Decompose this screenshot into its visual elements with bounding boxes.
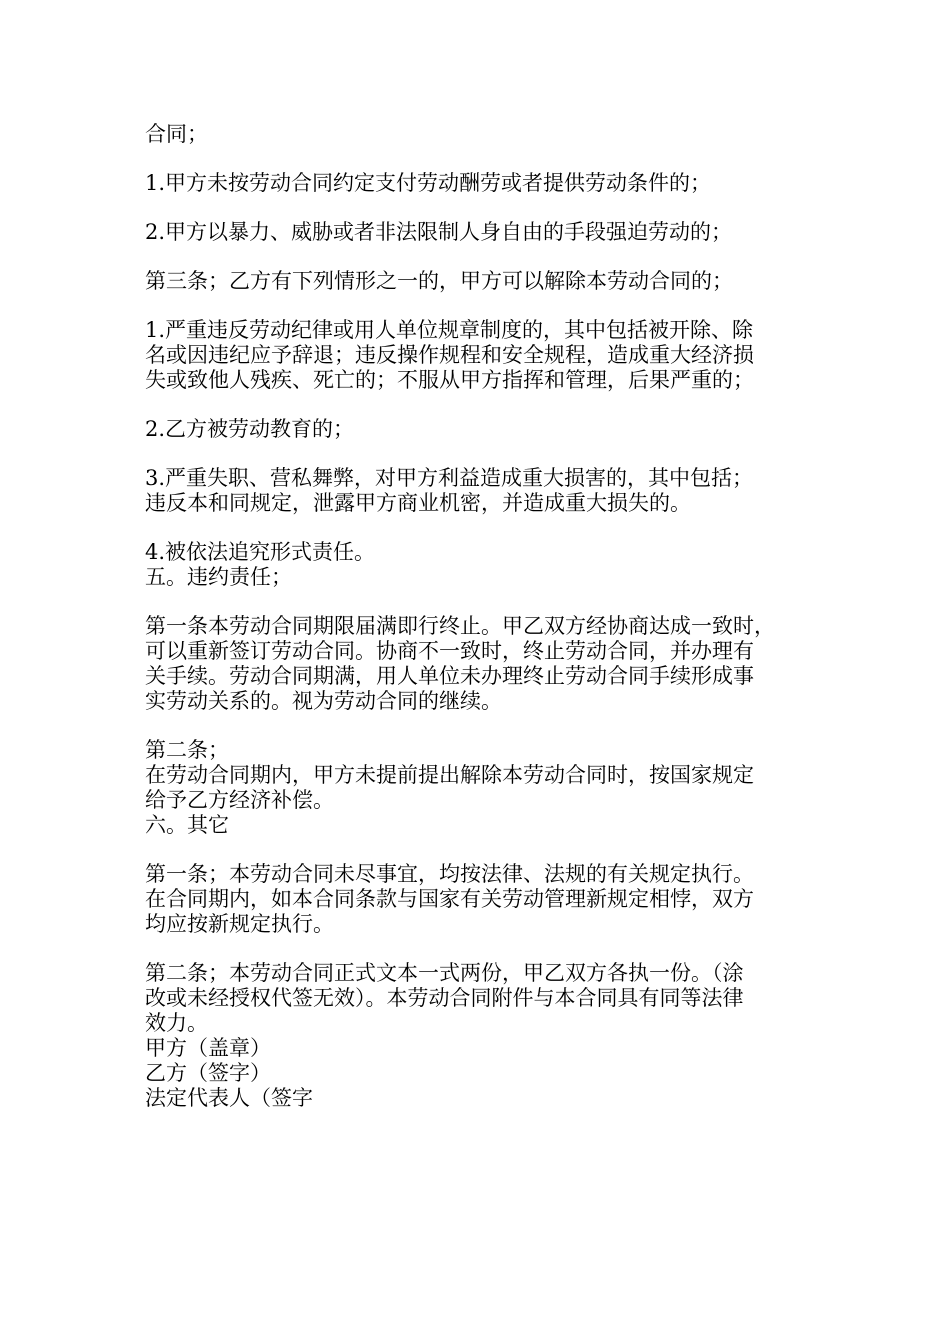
text-line: 3.严重失职、营私舞弊，对甲方利益造成重大损害的，其中包括； <box>145 466 754 490</box>
paragraph <box>145 466 825 516</box>
text-line: 效力。 <box>145 1011 208 1035</box>
text-line: 均应按新规定执行。 <box>145 912 334 936</box>
text-line: 改或未经授权代签无效）。本劳动合同附件与本合同具有同等法律 <box>145 986 744 1010</box>
text-line: 甲方（盖章） <box>145 1036 271 1060</box>
text-line: 五。违约责任； <box>145 565 292 589</box>
paragraph <box>145 1086 825 1111</box>
text-line: 第一条本劳动合同期限届满即行终止。甲乙双方经协商达成一致时， <box>145 614 775 638</box>
paragraph <box>145 220 825 245</box>
paragraph <box>145 738 825 763</box>
text-line: 乙方（签字） <box>145 1061 271 1085</box>
text-line: 给予乙方经济补偿。 <box>145 788 334 812</box>
text-line: 法定代表人（签字 <box>145 1086 313 1110</box>
text-line: 第二条；本劳动合同正式文本一式两份，甲乙双方各执一份。（涂 <box>145 961 744 985</box>
paragraph <box>145 862 825 937</box>
text-line: 实劳动关系的。视为劳动合同的继续。 <box>145 689 502 713</box>
paragraph <box>145 269 825 294</box>
paragraph <box>145 122 825 147</box>
text-line: 可以重新签订劳动合同。协商不一致时，终止劳动合同，并办理有 <box>145 639 754 663</box>
text-line: 2.甲方以暴力、威胁或者非法限制人身自由的手段强迫劳动的； <box>145 220 733 244</box>
text-line: 4.被依法追究形式责任。 <box>145 540 376 564</box>
text-line: 第三条；乙方有下列情形之一的，甲方可以解除本劳动合同的； <box>145 269 733 293</box>
paragraph <box>145 614 825 714</box>
paragraph <box>145 1036 825 1061</box>
text-line: 名或因违纪应予辞退；违反操作规程和安全规程，造成重大经济损 <box>145 343 754 367</box>
text-line: 在合同期内，如本合同条款与国家有关劳动管理新规定相悖，双方 <box>145 887 754 911</box>
paragraph <box>145 318 825 393</box>
text-line: 违反本和同规定，泄露甲方商业机密，并造成重大损失的。 <box>145 491 691 515</box>
text-line: 在劳动合同期内，甲方未提前提出解除本劳动合同时，按国家规定 <box>145 763 754 787</box>
paragraph <box>145 961 825 1036</box>
text-line: 关手续。劳动合同期满，用人单位未办理终止劳动合同手续形成事 <box>145 664 754 688</box>
paragraph <box>145 565 825 590</box>
text-line: 六。其它 <box>145 813 229 837</box>
paragraph <box>145 813 825 838</box>
paragraph <box>145 417 825 442</box>
text-line: 1.甲方未按劳动合同约定支付劳动酬劳或者提供劳动条件的； <box>145 171 712 195</box>
paragraph <box>145 1061 825 1086</box>
text-line: 第一条；本劳动合同未尽事宜，均按法律、法规的有关规定执行。 <box>145 862 754 886</box>
text-line: 2.乙方被劳动教育的； <box>145 417 355 441</box>
paragraph <box>145 540 825 565</box>
document-body <box>145 122 825 1111</box>
text-line: 合同； <box>145 122 208 146</box>
text-line: 第二条； <box>145 738 229 762</box>
paragraph <box>145 763 825 813</box>
paragraph <box>145 171 825 196</box>
text-line: 失或致他人残疾、死亡的；不服从甲方指挥和管理，后果严重的； <box>145 368 754 392</box>
text-line: 1.严重违反劳动纪律或用人单位规章制度的，其中包括被开除、除 <box>145 318 754 342</box>
